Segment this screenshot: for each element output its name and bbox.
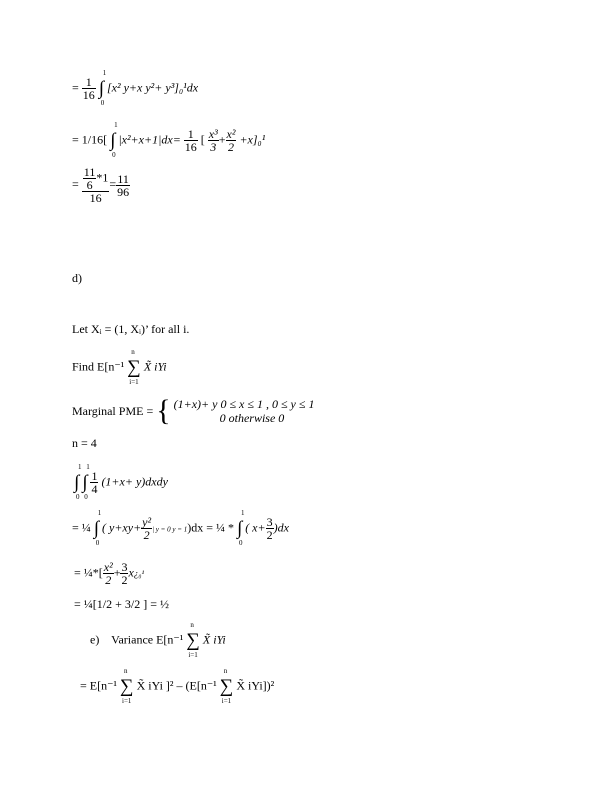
definition-line: Let Xᵢ = (1, Xᵢ)’ for all i. bbox=[72, 322, 190, 336]
equals-sign: = bbox=[109, 176, 117, 191]
sum-term: X̃ iYi bbox=[202, 632, 226, 647]
fraction: $\frac{11}{96}$ bbox=[117, 171, 130, 199]
fraction: $\frac{\text{x²}}{2}$ bbox=[103, 560, 113, 587]
expression-part: )dx = ¼ * bbox=[187, 520, 234, 535]
expression-part: X̃ iYi])² bbox=[236, 678, 275, 693]
fraction: $\frac{3}{2}$ bbox=[266, 515, 273, 542]
bracket-tail: +x]₀¹ bbox=[239, 132, 266, 147]
left-brace: { bbox=[156, 394, 171, 427]
equation-line-2: = 1/16[ 1 ∫ 0 |x²+x+1|dx= $\frac{1}{16}$ [ $\frac{\text{x³}}{3}$ + $\frac{\text{x²}}{2}$ +x]₀¹ bbox=[72, 121, 266, 159]
equation-line-quarter-2 bbox=[74, 561, 144, 586]
line-lead: = 1/16[ bbox=[72, 132, 108, 147]
evaluation-bar: | y = 0 y = 1 bbox=[152, 525, 188, 534]
find-lead: Find E[n⁻¹ bbox=[72, 359, 125, 374]
integrand: |x²+x+1|dx= bbox=[118, 132, 181, 147]
fraction: $\frac{1}{16}$ bbox=[82, 75, 95, 102]
integral-symbol: 1 ∫ 0 bbox=[236, 509, 245, 547]
sum-symbol: n ∑ i=1 bbox=[219, 667, 234, 705]
equation-line-quarter-1 bbox=[72, 509, 289, 547]
marginal-label: Marginal PME = bbox=[72, 404, 154, 418]
expression-part: X̃ iYi ]² – (E[n⁻¹ bbox=[136, 678, 217, 693]
limits: ¿₀¹ bbox=[133, 568, 145, 579]
integral-symbol: 1 ∫ 0 bbox=[110, 121, 118, 159]
integral-symbol: 1 ∫ 0 bbox=[82, 463, 90, 501]
plus-sign: + bbox=[113, 565, 121, 580]
sum-symbol: n ∑ i=1 bbox=[120, 667, 134, 705]
integrand: [x² y+x y²+ y³]₀¹dx bbox=[107, 80, 199, 95]
expression-part: x bbox=[128, 565, 134, 580]
compound-fraction: $\frac{11}{6}$ *1 16 bbox=[83, 165, 109, 205]
expression-part: ( x+ bbox=[245, 520, 266, 535]
piecewise-cases: (1+x)+ y 0 ≤ x ≤ 1 , 0 ≤ y ≤ 1 0 otherwise 0 bbox=[173, 397, 315, 425]
equation-line-3 bbox=[72, 166, 130, 204]
expression-part: = E[n⁻¹ bbox=[80, 678, 118, 693]
fraction: $\frac{\text{y²}}{2}$ bbox=[142, 515, 152, 542]
integral-symbol: 1 ∫ 0 bbox=[98, 69, 107, 107]
bracket: [ bbox=[200, 132, 205, 147]
expression-part: ( y+xy+ bbox=[102, 520, 142, 535]
integral-symbol: 1 ∫ 0 bbox=[93, 509, 102, 547]
marginal-pme-line bbox=[72, 396, 314, 426]
integral-symbol: 1 ∫ 0 bbox=[74, 463, 82, 501]
section-label: e) bbox=[90, 632, 100, 647]
equals-sign: = bbox=[72, 80, 79, 95]
expression-part: )dx bbox=[273, 520, 289, 535]
equation-line-quarter-3: = ¼[1/2 + 3/2 ] = ½ bbox=[74, 597, 169, 611]
fraction: $\frac{\text{x³}}{3}$ bbox=[208, 127, 218, 154]
fraction: $\frac{1}{16}$ bbox=[184, 127, 197, 154]
fraction: $\frac{3}{2}$ bbox=[121, 560, 128, 587]
equals-sign: = bbox=[72, 176, 79, 191]
equation-line-1 bbox=[72, 69, 199, 107]
integrand: (1+x+ y)dxdy bbox=[101, 474, 168, 489]
line-lead: = ¼*[ bbox=[74, 565, 103, 580]
variance-text: Variance E[n⁻¹ bbox=[111, 632, 184, 647]
double-integral-line bbox=[74, 463, 168, 501]
find-line bbox=[72, 348, 167, 386]
fraction: $\frac{1}{4}$ bbox=[91, 469, 98, 496]
sum-symbol: n ∑ i=1 bbox=[127, 348, 141, 386]
line-lead: = ¼ bbox=[72, 520, 91, 535]
section-heading-e bbox=[90, 621, 226, 659]
variance-equation-line bbox=[80, 667, 275, 705]
sum-term: X̃ iYi bbox=[143, 359, 167, 374]
n-line: n = 4 bbox=[72, 436, 97, 450]
sum-symbol: n ∑ i=1 bbox=[186, 621, 200, 659]
fraction: $\frac{\text{x²}}{2}$ bbox=[226, 127, 236, 154]
section-heading-d: d) bbox=[72, 271, 82, 285]
